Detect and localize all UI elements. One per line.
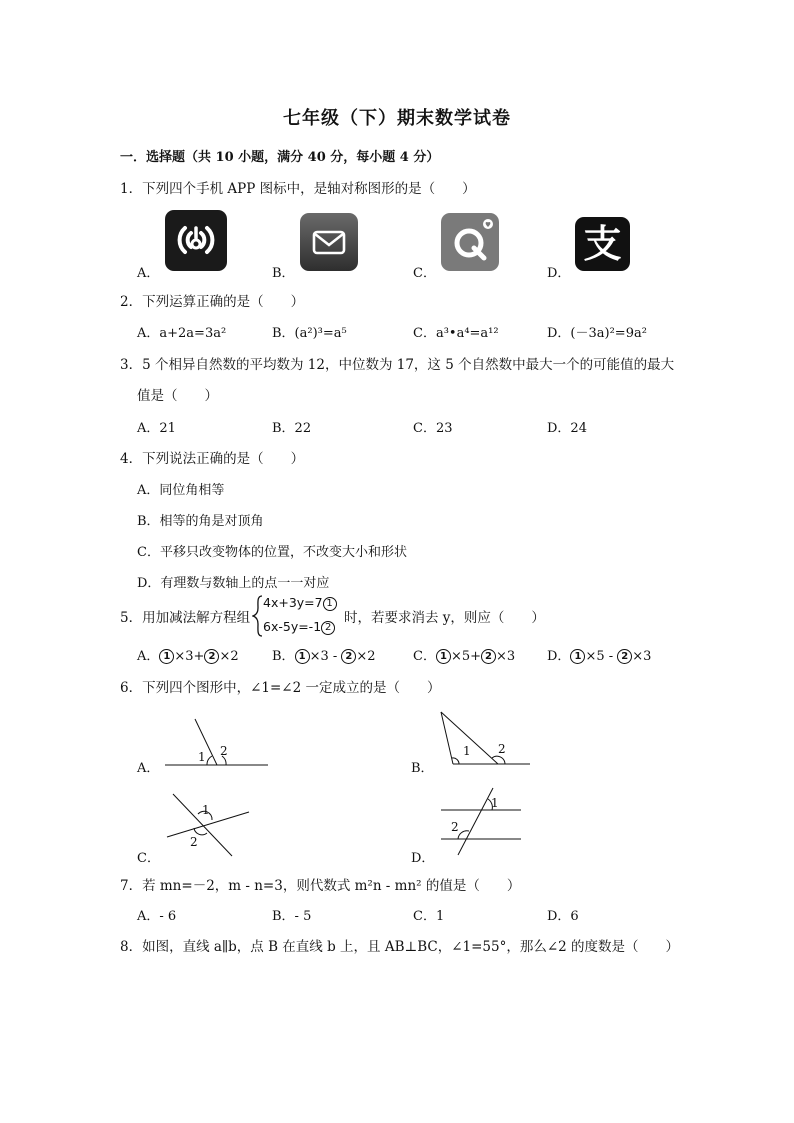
q5-b-op2: ×2 xyxy=(356,649,376,664)
question-3-stem-cont: 值是（ ） xyxy=(137,388,218,404)
q5-c-op2: ×3 xyxy=(496,649,516,664)
q5-option-c xyxy=(413,645,515,664)
q3-option-d: D．24 xyxy=(547,421,587,436)
q1-option-d: D． xyxy=(547,266,571,281)
equation-1 xyxy=(263,595,337,611)
q2-option-a: A．a+2a=3a² xyxy=(137,326,227,341)
q5-option-d xyxy=(547,645,651,664)
equation-2 xyxy=(263,619,335,635)
q1-option-b: B． xyxy=(272,266,295,281)
wifi-key-icon xyxy=(165,210,227,271)
alipay-icon xyxy=(575,217,630,271)
q6-option-b: B． xyxy=(411,761,434,776)
fig-a-label-2: 2 xyxy=(220,744,228,758)
figure-a xyxy=(160,715,272,775)
section-heading: 一．选择题（共 10 小题，满分 40 分，每小题 4 分） xyxy=(120,150,440,165)
q1-option-a: A． xyxy=(137,266,160,281)
q5-b-circle-1: 1 xyxy=(295,649,310,664)
q2-option-d: D．(－3a)²=9a² xyxy=(547,326,647,341)
q5-option-a-label: A． xyxy=(137,649,160,664)
q4-option-c: C．平移只改变物体的位置，不改变大小和形状 xyxy=(137,545,407,560)
q5-b-op1: ×3 - xyxy=(309,649,342,664)
q5-option-b-label: B． xyxy=(272,649,295,664)
q5-c-op1: ×5+ xyxy=(450,649,482,664)
q3-option-c: C．23 xyxy=(413,421,453,436)
fig-c-label-2: 2 xyxy=(190,835,198,849)
q4-option-b: B．相等的角是对顶角 xyxy=(137,514,264,529)
q6-option-a: A． xyxy=(137,761,160,776)
circle-1: 1 xyxy=(323,597,337,611)
q1-option-c: C． xyxy=(413,266,436,281)
q4-option-a: A．同位角相等 xyxy=(137,483,225,498)
q7-option-a: A．- 6 xyxy=(137,909,177,924)
fig-b-label-1: 1 xyxy=(463,744,471,758)
q4-option-d: D．有理数与数轴上的点一一对应 xyxy=(137,576,330,591)
question-6-stem: 6．下列四个图形中，∠1=∠2 一定成立的是（ ） xyxy=(120,680,441,696)
mail-icon xyxy=(300,213,358,271)
q5-d-op1: ×5 - xyxy=(585,649,618,664)
fig-d-label-2: 2 xyxy=(451,820,459,834)
question-2-stem: 2．下列运算正确的是（ ） xyxy=(120,294,305,310)
figure-d xyxy=(436,785,526,857)
equation-2-text: 6x-5y=-1 xyxy=(263,619,322,634)
q5-d-circle-1: 1 xyxy=(570,649,585,664)
q5-option-a xyxy=(137,645,239,664)
figure-c xyxy=(160,790,255,860)
q6-option-d: D． xyxy=(411,851,435,866)
q7-option-c: C．1 xyxy=(413,909,445,924)
fig-d-label-1: 1 xyxy=(491,796,499,810)
figure-b xyxy=(436,708,532,774)
q2-option-c: C．a³•a⁴=a¹² xyxy=(413,326,499,341)
q5-a-op2: ×2 xyxy=(219,649,239,664)
fig-a-label-1: 1 xyxy=(198,750,206,764)
equation-1-text: 4x+3y=7 xyxy=(263,595,323,610)
search-q-icon xyxy=(441,213,499,271)
q6-option-c: C． xyxy=(137,851,160,866)
q5-a-op1: ×3+ xyxy=(174,649,205,664)
q5-d-op2: ×3 xyxy=(632,649,652,664)
q5-c-circle-2: 2 xyxy=(481,649,496,664)
q3-option-a: A．21 xyxy=(137,421,176,436)
question-4-stem: 4．下列说法正确的是（ ） xyxy=(120,451,305,467)
question-7-stem: 7．若 mn=－2，m - n=3，则代数式 m²n - mn² 的值是（ ） xyxy=(120,878,521,894)
q5-d-circle-2: 2 xyxy=(617,649,632,664)
fig-b-label-2: 2 xyxy=(498,742,506,756)
page-title: 七年级（下）期末数学试卷 xyxy=(283,108,511,129)
q5-option-c-label: C． xyxy=(413,649,436,664)
q7-option-d: D．6 xyxy=(547,909,579,924)
q5-b-circle-2: 2 xyxy=(341,649,356,664)
circle-2: 2 xyxy=(321,621,335,635)
question-8-stem: 8．如图，直线 a∥b，点 B 在直线 b 上，且 AB⊥BC，∠1=55°，那么∠2 的度数是（ ） xyxy=(120,939,680,955)
q5-a-circle-1: 1 xyxy=(159,649,174,664)
q5-option-d-label: D． xyxy=(547,649,571,664)
alipay-glyph: 支 xyxy=(583,222,622,266)
q5-a-circle-2: 2 xyxy=(204,649,219,664)
question-1-stem: 1．下列四个手机 APP 图标中，是轴对称图形的是（ ） xyxy=(120,181,476,197)
question-5-stem-pre: 5．用加减法解方程组 xyxy=(120,610,251,626)
q3-option-b: B．22 xyxy=(272,421,312,436)
q2-option-b: B．(a²)³=a⁵ xyxy=(272,326,347,341)
fig-c-label-1: 1 xyxy=(202,803,210,817)
question-5-stem-post: 时，若要求消去 y，则应（ ） xyxy=(344,610,545,626)
q5-c-circle-1: 1 xyxy=(436,649,451,664)
q5-option-b xyxy=(272,645,376,664)
question-3-stem: 3．5 个相异自然数的平均数为 12，中位数为 17，这 5 个自然数中最大一个的可能值的最大 xyxy=(120,357,675,373)
q7-option-b: B．- 5 xyxy=(272,909,312,924)
